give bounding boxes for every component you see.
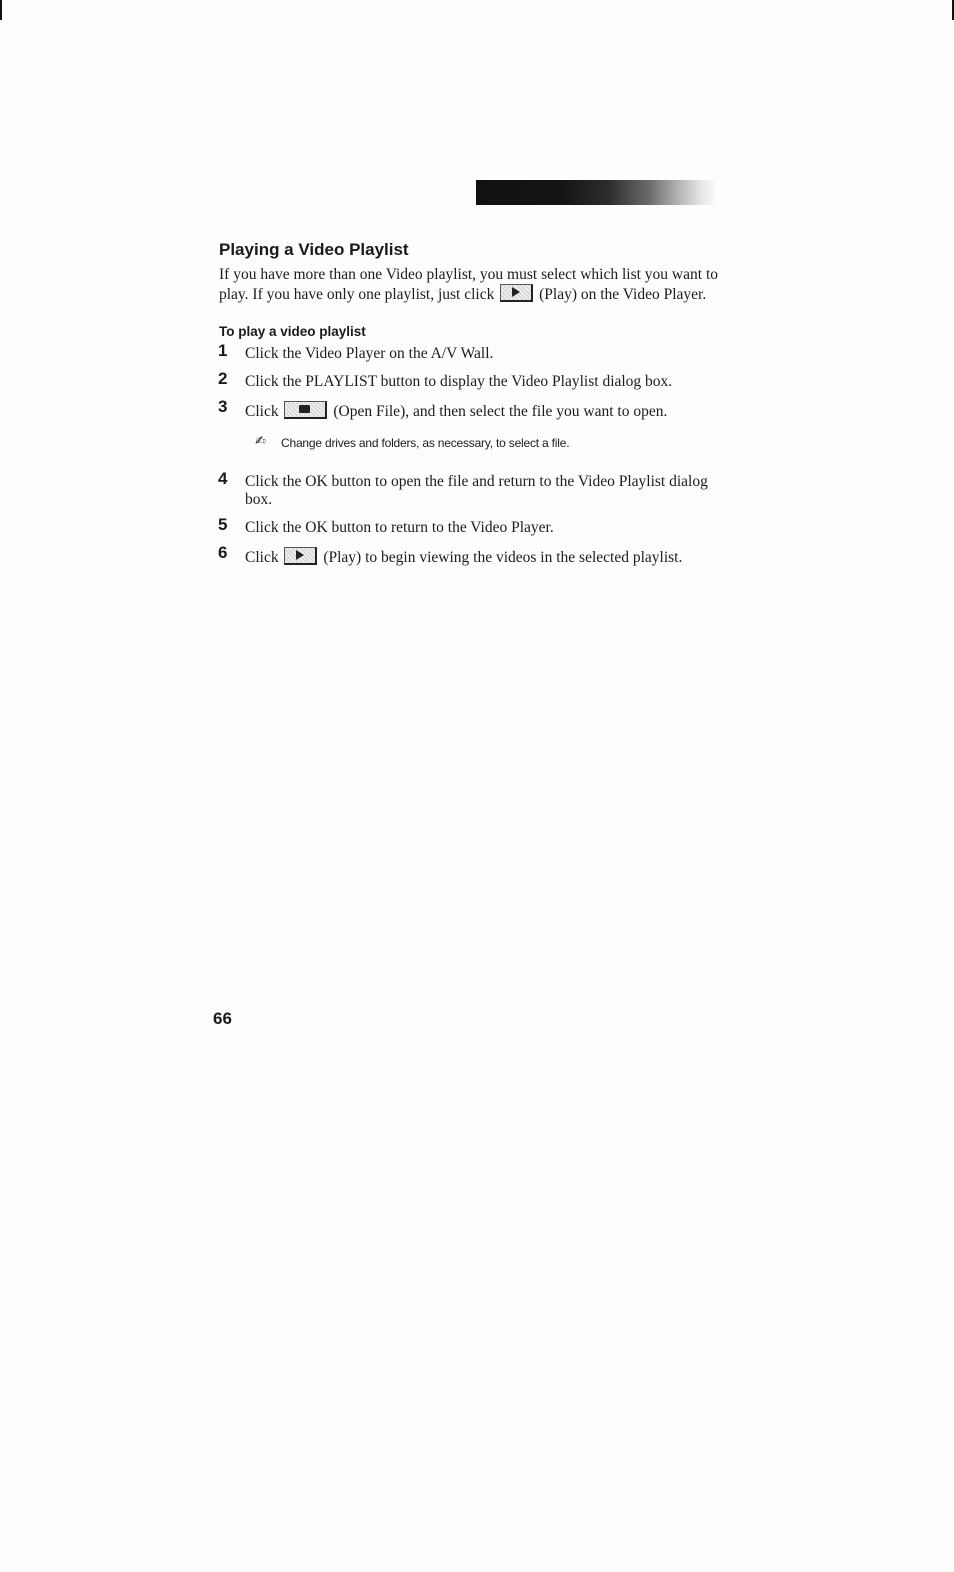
step-1 [218,341,729,363]
step-text-before: Click [245,549,279,566]
step-number: 2 [218,369,228,388]
chapter-header-bar [476,180,716,205]
step-6 [218,543,729,567]
step-number: 5 [218,515,228,534]
step-3 [218,397,729,421]
pencil-note-icon: ✍ [255,433,266,448]
step-text: Click the OK button to return to the Video Player. [245,519,554,536]
intro-paragraph [219,266,729,304]
step-5 [218,515,729,537]
section-title: Playing a Video Playlist [219,240,409,259]
scan-edge-mark-left [0,0,2,20]
play-button-icon [284,547,317,565]
step-text-after: (Play) to begin viewing the videos in the selected playlist. [323,549,683,566]
step-number: 1 [218,341,228,360]
step-number: 3 [218,397,228,416]
page-number: 66 [213,1009,232,1028]
intro-text-before: If you have more than one Video playlist, you must select which list you want to play. If you have only one playlist, just click [219,266,718,303]
step-text: Click the OK button to open the file and return to the Video Playlist dialog box. [245,473,708,508]
step-4 [218,469,729,509]
step-text: Click the Video Player on the A/V Wall. [245,345,494,362]
page-content [219,238,729,567]
step-2 [218,369,729,391]
procedure-title: To play a video playlist [219,324,366,339]
step-text-after: (Open File), and then select the file you want to open. [333,403,668,420]
play-button-icon [500,284,533,302]
intro-text-after: (Play) on the Video Player. [539,286,707,303]
step-text-before: Click [245,403,279,420]
note-text: Change drives and folders, as necessary, to select a file. [281,436,570,450]
step-text: Click the PLAYLIST button to display the Video Playlist dialog box. [245,373,673,390]
open-file-button-icon [284,401,327,419]
step-number: 4 [218,469,228,488]
step-number: 6 [218,543,228,562]
note [255,435,729,451]
